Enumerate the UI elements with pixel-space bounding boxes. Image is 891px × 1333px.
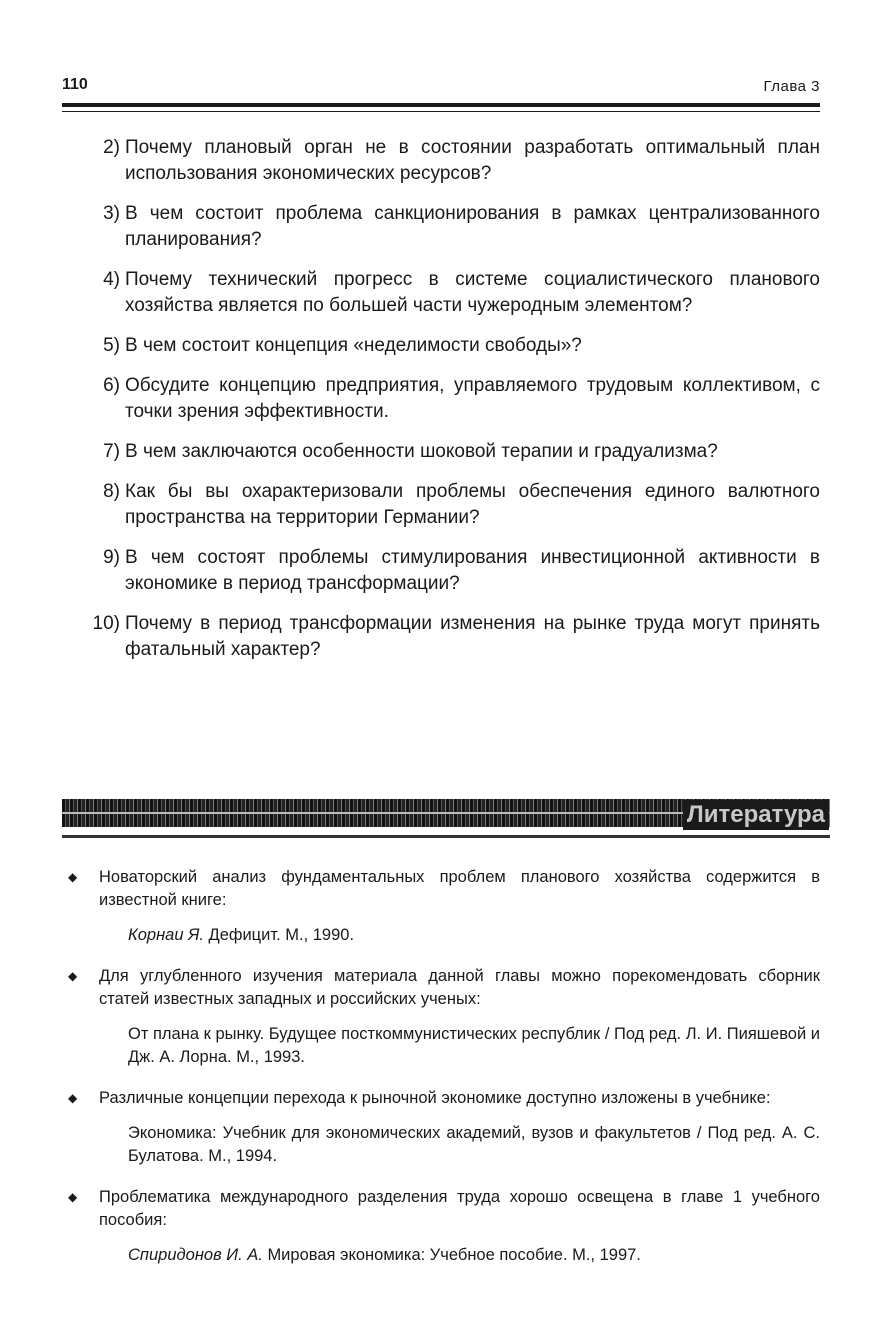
literature-item bbox=[62, 1186, 820, 1267]
reference-details: Дефицит. М., 1990. bbox=[208, 926, 355, 944]
reference-author: Спиридонов И. А. bbox=[128, 1246, 263, 1264]
question-item bbox=[86, 201, 820, 253]
page-number: 110 bbox=[62, 76, 88, 93]
question-number: 10) bbox=[92, 613, 120, 634]
diamond-bullet-icon: ◆ bbox=[68, 1091, 78, 1105]
question-list bbox=[86, 135, 820, 677]
literature-list bbox=[62, 866, 820, 1285]
literature-reference bbox=[99, 1023, 820, 1069]
question-text: Почему в период трансформации изменения на рынке труда могут принять фатальный характер? bbox=[125, 613, 820, 660]
question-text: Почему технический прогресс в системе социалистического планового хозяйства является по большей части чужеродным элементом? bbox=[125, 269, 820, 316]
question-number: 7) bbox=[103, 441, 120, 462]
question-text: В чем состоит проблема санкционирования в рамках централизованного планирования? bbox=[125, 203, 820, 250]
literature-banner-rule bbox=[62, 835, 830, 838]
header-rule-thin bbox=[62, 111, 820, 112]
running-header bbox=[62, 72, 820, 96]
question-item bbox=[86, 373, 820, 425]
question-text: В чем заключаются особенности шоковой терапии и градуализма? bbox=[125, 441, 718, 462]
literature-item bbox=[62, 1087, 820, 1168]
question-number: 5) bbox=[103, 335, 120, 356]
diamond-bullet-icon: ◆ bbox=[68, 870, 78, 884]
diamond-bullet-icon: ◆ bbox=[68, 969, 78, 983]
question-item bbox=[86, 267, 820, 319]
question-item bbox=[86, 545, 820, 597]
literature-reference bbox=[99, 1122, 820, 1168]
reference-details: Мировая экономика: Учебное пособие. М., 1997. bbox=[267, 1246, 641, 1264]
question-number: 3) bbox=[103, 203, 120, 224]
literature-description: Для углубленного изучения материала данной главы можно порекомендовать сборник статей известных западных и российских ученых: bbox=[99, 967, 820, 1008]
literature-reference bbox=[99, 924, 820, 947]
header-rule-thick bbox=[62, 103, 820, 107]
question-text: Почему плановый орган не в состоянии разработать оптимальный план использования экономических ресурсов? bbox=[125, 137, 820, 184]
question-text: Обсудите концепцию предприятия, управляемого трудовым коллективом, с точки зрения эффективности. bbox=[125, 375, 820, 422]
question-text: В чем состоит концепция «неделимости свободы»? bbox=[125, 335, 582, 356]
literature-description: Различные концепции перехода к рыночной экономике доступно изложены в учебнике: bbox=[99, 1089, 771, 1107]
reference-details: От плана к рынку. Будущее посткоммунистических республик / Под ред. Л. И. Пияшевой и Дж. А. Лорна. М., 1993. bbox=[128, 1025, 820, 1066]
reference-author: Корнаи Я. bbox=[128, 926, 204, 944]
question-item bbox=[86, 611, 820, 663]
question-number: 2) bbox=[103, 137, 120, 158]
question-text: Как бы вы охарактеризовали проблемы обеспечения единого валютного пространства на территории Германии? bbox=[125, 481, 820, 528]
diamond-bullet-icon: ◆ bbox=[68, 1190, 78, 1204]
literature-description: Проблематика международного разделения труда хорошо освещена в главе 1 учебного пособия: bbox=[99, 1188, 820, 1229]
question-number: 6) bbox=[103, 375, 120, 396]
question-number: 4) bbox=[103, 269, 120, 290]
literature-item bbox=[62, 866, 820, 947]
literature-description: Новаторский анализ фундаментальных проблем планового хозяйства содержится в известной книге: bbox=[99, 868, 820, 909]
chapter-title: Глава 3 bbox=[763, 78, 820, 95]
question-item bbox=[86, 135, 820, 187]
literature-heading: Литература bbox=[683, 800, 829, 830]
literature-reference bbox=[99, 1244, 820, 1267]
question-item bbox=[86, 479, 820, 531]
question-item bbox=[86, 439, 820, 465]
question-item bbox=[86, 333, 820, 359]
question-text: В чем состоят проблемы стимулирования инвестиционной активности в экономике в период трансформации? bbox=[125, 547, 820, 594]
literature-item bbox=[62, 965, 820, 1069]
question-number: 8) bbox=[103, 481, 120, 502]
reference-details: Экономика: Учебник для экономических академий, вузов и факультетов / Под ред. А. С. Булатова. М., 1994. bbox=[128, 1124, 820, 1165]
question-number: 9) bbox=[103, 547, 120, 568]
